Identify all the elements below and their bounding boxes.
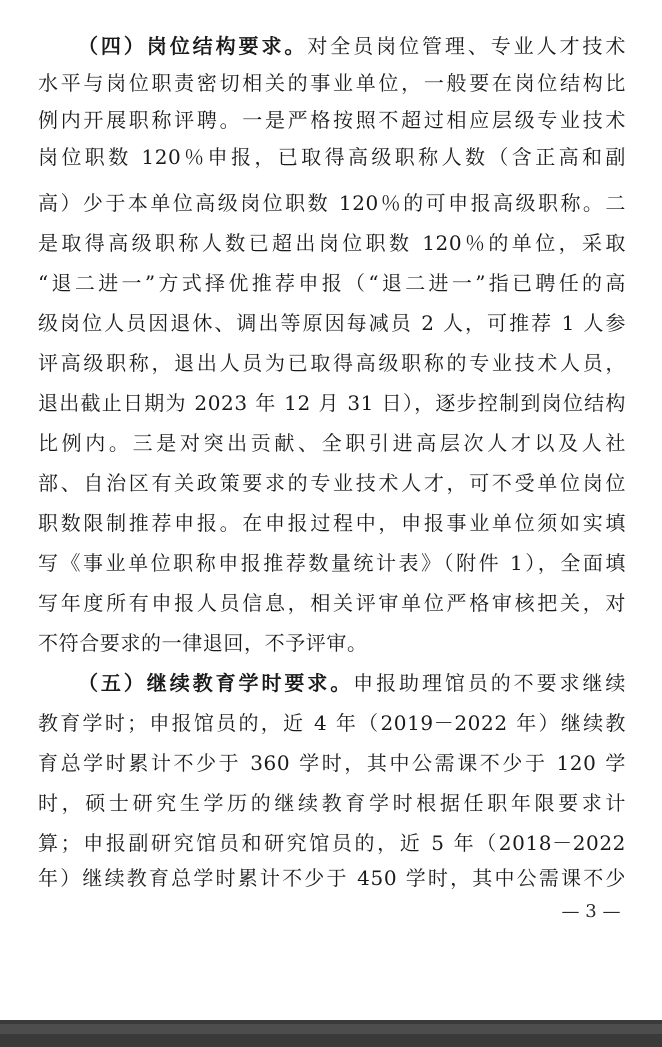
text-line: 教育学时；申报馆员的，近 4 年（2019－2022 年）继续教 — [38, 711, 626, 735]
text-line: 部、自治区有关政策要求的专业技术人才，可不受单位岗位 — [38, 471, 626, 495]
page-number: — 3 — — [561, 901, 621, 922]
text-line: 职数限制推荐申报。在申报过程中，申报事业单位须如实填 — [38, 511, 626, 535]
text-line: 不符合要求的一律退回，不予评审。 — [38, 631, 368, 655]
text-line: 岗位职数 120％申报，已取得高级职称人数（含正高和副 — [38, 145, 626, 169]
text-line: 写《事业单位职称申报推荐数量统计表》（附件 1），全面填 — [38, 551, 626, 575]
viewer-bottom-bar-strip — [0, 1024, 662, 1034]
text-line: 评高级职称，退出人员为已取得高级职称的专业技术人员， — [38, 351, 626, 375]
viewer-bottom-bar — [0, 1020, 662, 1047]
text-line — [38, 28, 626, 64]
text-line: 时，硕士研究生学历的继续教育学时根据任职年限要求计 — [38, 791, 626, 815]
text-line: 比例内。三是对突出贡献、全职引进高层次人才以及人社 — [38, 431, 626, 455]
text-line: 级岗位人员因退休、调出等原因每减员 2 人，可推荐 1 人参 — [38, 311, 626, 335]
section-heading: （四）岗位结构要求。 — [78, 34, 308, 58]
text-line: 高）少于本单位高级岗位职数 120％的可申报高级职称。二 — [38, 191, 626, 215]
text-line: 水平与岗位职责密切相关的事业单位，一般要在岗位结构比 — [38, 71, 626, 95]
line-text: 申报助理馆员的不要求继续 — [353, 671, 626, 695]
text-line: 育总学时累计不少于 360 学时，其中公需课不少于 120 学 — [38, 751, 626, 775]
text-line: 退出截止日期为 2023 年 12 月 31 日），逐步控制到岗位结构 — [38, 391, 626, 415]
section-heading: （五）继续教育学时要求。 — [78, 671, 354, 695]
text-line: 是取得高级职称人数已超出岗位职数 120％的单位，采取 — [38, 231, 626, 255]
line-text: 对全员岗位管理、专业人才技术 — [307, 34, 626, 58]
text-line: 例内开展职称评聘。一是严格按照不超过相应层级专业技术 — [38, 108, 626, 132]
text-line: “退二进一”方式择优推荐申报（“退二进一”指已聘任的高 — [38, 271, 626, 295]
text-line: 年）继续教育总学时累计不少于 450 学时，其中公需课不少 — [38, 866, 626, 890]
text-line: 算；申报副研究馆员和研究馆员的，近 5 年（2018－2022 — [38, 831, 626, 855]
text-line: 写年度所有申报人员信息，相关评审单位严格审核把关，对 — [38, 591, 626, 615]
text-line — [38, 665, 626, 701]
